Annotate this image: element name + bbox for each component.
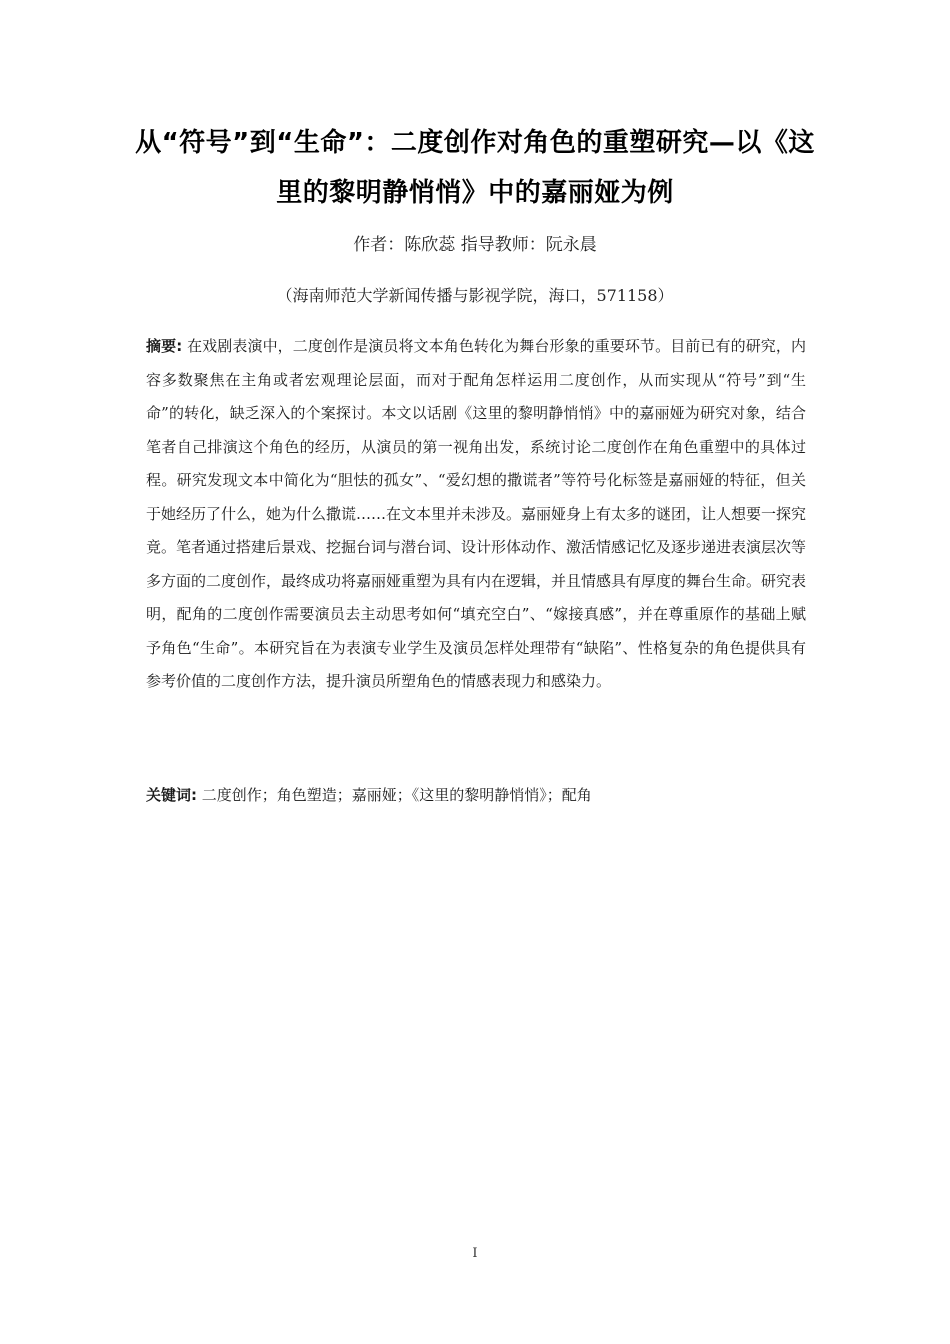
abstract-text: 在戏剧表演中，二度创作是演员将文本角色转化为舞台形象的重要环节。目前已有的研究，内容多数聚焦在主角或者宏观理论层面，而对于配角怎样运用二度创作，从而实现从“符号”到“生命”的转化，缺乏深入的个案探讨。本文以话剧《这里的黎明静悄悄》中的嘉丽娅为研究对象，结合笔者自己排演这个角色的经历，从演员的第一视角出发，系统讨论二度创作在角色重塑中的具体过程。研究发现文本中简化为“胆怯的孤女”、“爱幻想的撒谎者”等符号化标签是嘉丽娅的特征，但关于她经历了什么，她为什么撒谎……在文本里并未涉及。嘉丽娅身上有太多的谜团，让人想要一探究竟。笔者通过搭建后景戏、挖掘台词与潜台词、设计形体动作、激活情感记忆及逐步递进表演层次等多方面的二度创作，最终成功将嘉丽娅重塑为具有内在逻辑，并且情感具有厚度的舞台生命。研究表明，配角的二度创作需要演员去主动思考如何“填充空白”、“嫁接真感”，并在尊重原作的基础上赋予角色“生命”。本研究旨在为表演专业学生及演员怎样处理带有“缺陷”、性格复杂的角色提供具有参考价值的二度创作方法，提升演员所塑角色的情感表现力和感染力。 [146,337,807,690]
keywords-label: 关键词: [146,786,197,804]
paper-title [120,118,830,218]
keywords-section [146,780,806,810]
abstract-label: 摘要: [146,337,183,355]
keywords-text: 二度创作；角色塑造；嘉丽娅；《这里的黎明静悄悄》；配角 [201,786,592,804]
affiliation-line: （海南师范大学新闻传播与影视学院，海口，571158） [276,286,674,305]
author-line: 作者：陈欣蕊 指导教师：阮永晨 [353,235,597,255]
paper-title-line-1: 从“符号”到“生命”：二度创作对角色的重塑研究—以《这 [135,128,815,158]
paper-title-line-2: 里的黎明静悄悄》中的嘉丽娅为例 [276,178,674,208]
page-number: I [472,1246,478,1261]
abstract-section [146,330,806,699]
